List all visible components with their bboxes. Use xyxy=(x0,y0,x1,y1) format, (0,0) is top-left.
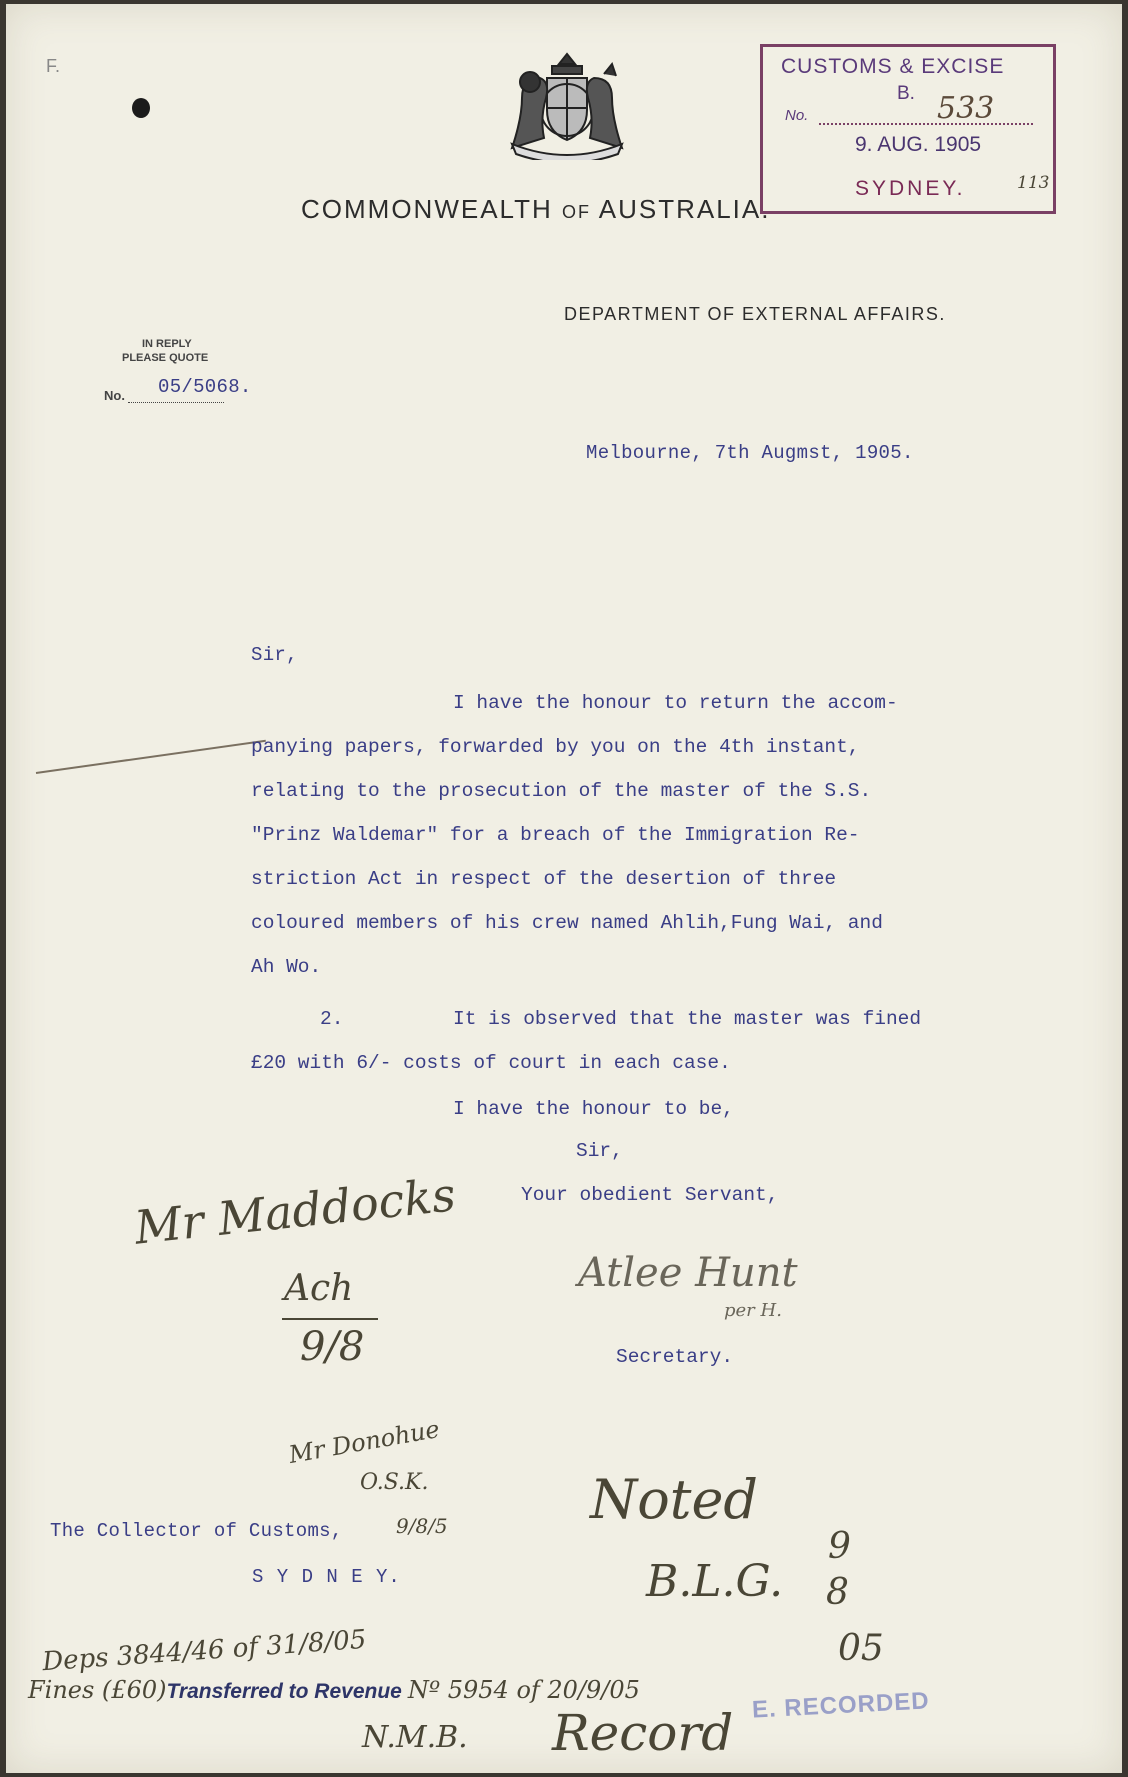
title-commonwealth: COMMONWEALTH xyxy=(301,194,553,224)
reply-label-1: IN REPLY xyxy=(142,338,192,350)
closing-line-1: I have the honour to be, xyxy=(453,1098,734,1120)
handwritten-noted: Noted xyxy=(590,1468,758,1531)
title-of: OF xyxy=(561,202,591,222)
handwritten-fines-prefix: Fines (£60) xyxy=(28,1676,167,1704)
closing-line-2: Sir, xyxy=(576,1140,623,1162)
initial-underline xyxy=(282,1318,378,1320)
handwritten-deps: Deps 3844/46 of 31/8/05 xyxy=(41,1624,368,1678)
stamp-line-customs: CUSTOMS & EXCISE xyxy=(781,55,1005,78)
department-name: DEPARTMENT OF EXTERNAL AFFAIRS. xyxy=(564,304,946,324)
printed-transferred-stamp: Transferred to Revenue xyxy=(166,1680,402,1703)
stamp-date: 9. AUG. 1905 xyxy=(855,133,982,156)
handwritten-fines-suffix: Nº 5954 of 20/9/05 xyxy=(407,1676,640,1704)
reply-no-dots xyxy=(128,402,224,403)
body-line: "Prinz Waldemar" for a breach of the Immigration Re- xyxy=(251,824,860,846)
addressee-line-2: S Y D N E Y. xyxy=(252,1566,401,1588)
handwritten-donohue: Mr Donohue xyxy=(286,1414,442,1470)
place-date: Melbourne, 7th Augmst, 1905. xyxy=(586,442,914,464)
fines-line xyxy=(28,1676,640,1705)
reply-label-2: PLEASE QUOTE xyxy=(122,352,209,364)
stamp-city: SYDNEY. xyxy=(855,177,966,200)
document-page xyxy=(6,4,1122,1773)
secretary-signature-per: per H. xyxy=(724,1300,782,1321)
reply-no-label: No. xyxy=(104,388,125,403)
punch-hole xyxy=(132,98,150,118)
para2-number: 2. xyxy=(320,1008,344,1030)
addressee-line-1: The Collector of Customs, xyxy=(50,1520,343,1542)
signature-title: Secretary. xyxy=(616,1346,734,1368)
stamp-no-value: 533 xyxy=(937,91,995,126)
stamp-line-b: B. xyxy=(897,83,915,104)
coat-of-arms-emblem xyxy=(492,48,642,160)
para2-line-2: £20 with 6/- costs of court in each case. xyxy=(251,1052,731,1074)
corner-mark: F. xyxy=(46,56,61,76)
body-line: relating to the prosecution of the master of the S.S. xyxy=(251,780,872,802)
recorded-stamp: E. RECORDED xyxy=(751,1687,931,1724)
stamp-margin-note: 113 xyxy=(1017,173,1050,193)
handwritten-nmb: N.M.B. xyxy=(362,1720,468,1755)
body-line: panying papers, forwarded by you on the 4th instant, xyxy=(251,736,860,758)
handwritten-noted-date-bot: 05 xyxy=(838,1628,884,1669)
body-line: Ah Wo. xyxy=(251,956,322,978)
salutation: Sir, xyxy=(251,644,298,666)
margin-pencil-line xyxy=(36,740,266,774)
header-title xyxy=(301,194,770,225)
secretary-signature: Atlee Hunt xyxy=(578,1250,798,1296)
body-line: striction Act in respect of the desertion of three xyxy=(251,868,837,890)
handwritten-maddocks: Mr Maddocks xyxy=(132,1167,459,1255)
handwritten-noted-date-top: 9 xyxy=(828,1526,851,1567)
stamp-no-label: No. xyxy=(785,107,809,124)
customs-received-stamp xyxy=(760,44,1056,214)
handwritten-noted-initials: B.L.G. xyxy=(646,1556,784,1607)
body-line: I have the honour to return the accom- xyxy=(453,692,898,714)
handwritten-date-1: 9/8 xyxy=(300,1324,365,1370)
stamp-no-dots xyxy=(819,123,1033,125)
handwritten-osk-date: 9/8/5 xyxy=(396,1514,448,1538)
body-line: coloured members of his crew named Ahlih,Fung Wai, and xyxy=(251,912,883,934)
handwritten-record: Record xyxy=(552,1704,734,1762)
title-australia: AUSTRALIA. xyxy=(598,194,771,224)
para2-line-1: It is observed that the master was fined xyxy=(453,1008,922,1030)
handwritten-initial: Ach xyxy=(284,1268,354,1309)
reply-number: 05/5068. xyxy=(158,376,252,398)
closing-line-3: Your obedient Servant, xyxy=(521,1184,779,1206)
handwritten-noted-date-mid: 8 xyxy=(826,1572,849,1613)
handwritten-osk: O.S.K. xyxy=(360,1470,429,1495)
